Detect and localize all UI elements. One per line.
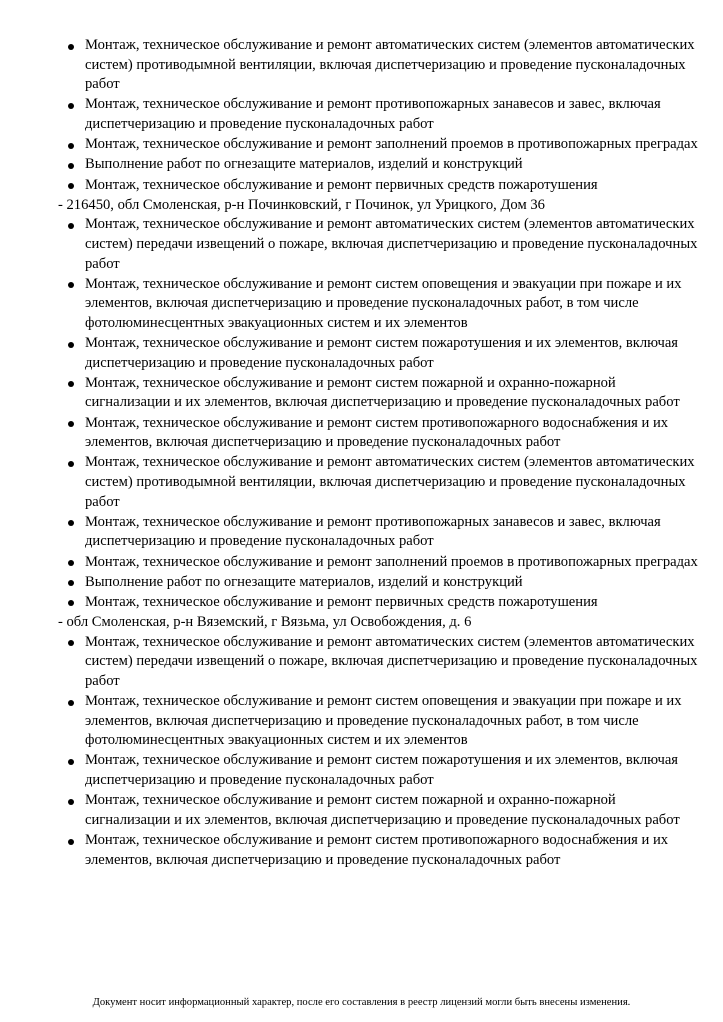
list-item: Монтаж, техническое обслуживание и ремонт автоматических систем (элементов автоматических систем) противодымной вентиляции, включая диспетчеризацию и проведение пусконаладочных работ [58, 36, 698, 95]
list-item: Выполнение работ по огнезащите материалов, изделий и конструкций [58, 155, 698, 175]
list-item: Монтаж, техническое обслуживание и ремонт систем оповещения и эвакуации при пожаре и их элементов, включая диспетчеризацию и проведение пусконаладочных работ, в том числе фотолюминесцентных эвакуационных систем и их элементов [58, 692, 698, 751]
list-item: Монтаж, техническое обслуживание и ремонт противопожарных занавесов и завес, включая диспетчеризацию и проведение пусконаладочных работ [58, 513, 698, 552]
page-footer-note: Документ носит информационный характер, после его составления в реестр лицензий могли быть внесены изменения. [92, 997, 631, 1008]
works-list [58, 633, 698, 871]
address-line: - 216450, обл Смоленская, р-н Починковский, г Починок, ул Урицкого, Дом 36 [58, 196, 545, 213]
list-item: Выполнение работ по огнезащите материалов, изделий и конструкций [58, 573, 698, 593]
list-item: Монтаж, техническое обслуживание и ремонт заполнений проемов в противопожарных преградах [58, 553, 698, 573]
list-item: Монтаж, техническое обслуживание и ремонт заполнений проемов в противопожарных преградах [58, 135, 698, 155]
works-list [58, 215, 698, 612]
address-line: - обл Смоленская, р-н Вяземский, г Вязьма, ул Освобождения, д. 6 [58, 614, 472, 631]
list-item: Монтаж, техническое обслуживание и ремонт систем противопожарного водоснабжения и их элементов, включая диспетчеризацию и проведение пусконаладочных работ [58, 831, 698, 870]
list-item: Монтаж, техническое обслуживание и ремонт систем оповещения и эвакуации при пожаре и их элементов, включая диспетчеризацию и проведение пусконаладочных работ, в том числе фотолюминесцентных эвакуационных систем и их элементов [58, 275, 698, 334]
list-item: Монтаж, техническое обслуживание и ремонт автоматических систем (элементов автоматических систем) противодымной вентиляции, включая диспетчеризацию и проведение пусконаладочных работ [58, 453, 698, 512]
list-item: Монтаж, техническое обслуживание и ремонт автоматических систем (элементов автоматических систем) передачи извещений о пожаре, включая диспетчеризацию и проведение пусконаладочных работ [58, 633, 698, 692]
list-item: Монтаж, техническое обслуживание и ремонт первичных средств пожаротушения [58, 176, 698, 196]
list-item: Монтаж, техническое обслуживание и ремонт систем пожаротушения и их элементов, включая диспетчеризацию и проведение пусконаладочных работ [58, 334, 698, 373]
list-item: Монтаж, техническое обслуживание и ремонт систем пожарной и охранно-пожарной сигнализации и их элементов, включая диспетчеризацию и проведение пусконаладочных работ [58, 791, 698, 830]
works-list [58, 36, 698, 195]
document-body [58, 36, 698, 871]
list-item: Монтаж, техническое обслуживание и ремонт автоматических систем (элементов автоматических систем) передачи извещений о пожаре, включая диспетчеризацию и проведение пусконаладочных работ [58, 215, 698, 274]
list-item: Монтаж, техническое обслуживание и ремонт первичных средств пожаротушения [58, 593, 698, 613]
list-item: Монтаж, техническое обслуживание и ремонт систем пожарной и охранно-пожарной сигнализации и их элементов, включая диспетчеризацию и проведение пусконаладочных работ [58, 374, 698, 413]
list-item: Монтаж, техническое обслуживание и ремонт противопожарных занавесов и завес, включая диспетчеризацию и проведение пусконаладочных работ [58, 95, 698, 134]
list-item: Монтаж, техническое обслуживание и ремонт систем противопожарного водоснабжения и их элементов, включая диспетчеризацию и проведение пусконаладочных работ [58, 414, 698, 453]
list-item: Монтаж, техническое обслуживание и ремонт систем пожаротушения и их элементов, включая диспетчеризацию и проведение пусконаладочных работ [58, 751, 698, 790]
